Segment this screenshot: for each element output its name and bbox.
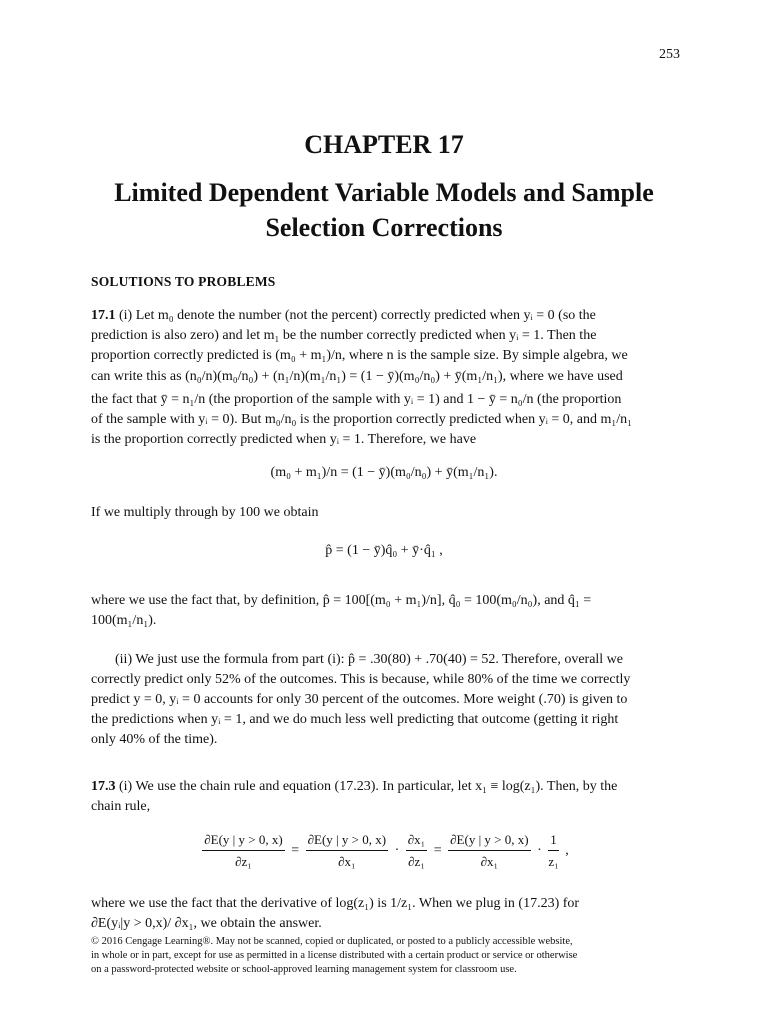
- problem-17-1-paragraph: [91, 306, 681, 450]
- fraction-denominator: z₁: [548, 854, 559, 869]
- fraction-numerator: 1: [548, 832, 559, 851]
- equals-sign: =: [291, 843, 300, 859]
- dot: ·: [394, 843, 400, 859]
- multiply-paragraph: If we multiply through by 100 we obtain: [91, 505, 319, 520]
- fraction-denominator: ∂x₁: [338, 854, 356, 869]
- fraction-denominator: ∂x₁: [480, 854, 499, 869]
- fraction-rhs: [448, 832, 530, 870]
- chapter-title: CHAPTER 17: [304, 130, 464, 159]
- definition-paragraph: [91, 591, 681, 631]
- fraction-numerator: ∂E(y | y > 0, x): [202, 832, 284, 851]
- problem-17-1-line-2: prediction is also zero) and let m₁ be the number correctly predicted when yᵢ = 1. Then the: [91, 328, 597, 343]
- footer-line-1: © 2016 Cengage Learning®. May not be scanned, copied or duplicated, or posted to a publicly accessible website,: [91, 936, 573, 947]
- footer-line-2: in whole or in part, except for use as permitted in a license distributed with a certain product or service or otherwise: [91, 950, 578, 961]
- problem-label: 17.3: [91, 779, 116, 794]
- part-ii-line-1: (ii) We just use the formula from part (i): p̂ = .30(80) + .70(40) = 52. Therefore, overall we: [115, 652, 624, 667]
- dot: ·: [537, 843, 542, 859]
- problem-17-1-line-5: the fact that ȳ = n₁/n (the proportion of the sample with yᵢ = 1) and 1 − ȳ = n₀/n (the proportion: [91, 392, 622, 407]
- equals-sign: =: [433, 843, 442, 859]
- fraction-denominator: ∂z₁: [235, 854, 252, 869]
- problem-17-1-line-1: [91, 306, 681, 326]
- copyright-footer: [91, 935, 691, 977]
- fraction-numerator: ∂x₁: [406, 832, 427, 851]
- problem-17-3-line-2: chain rule,: [91, 799, 151, 814]
- problem-17-1-line-7: is the proportion correctly predicted when yᵢ = 1. Therefore, we have: [91, 432, 477, 447]
- part-ii-line-4: the predictions when yᵢ = 1, and we do much less well predicting that outcome (getting it right: [91, 712, 619, 727]
- problem-17-1-line-4: can write this as (n₀/n)(m₀/n₀) + (n₁/n)(m₁/n₁) = (1 − ȳ)(m₀/n₀) + ȳ(m₁/n₁), where we have used: [91, 369, 623, 384]
- problem-17-3-line-1: [91, 777, 681, 797]
- equation-proportion: (m₀ + m₁)/n = (1 − ȳ)(m₀/n₀) + ȳ(m₁/n₁).: [270, 465, 498, 480]
- equation-p-hat: p̂ = (1 − ȳ)q̂₀ + ȳ·q̂₁ ,: [325, 543, 443, 558]
- problem-label: 17.1: [91, 308, 116, 323]
- part-ii-line-3: predict y = 0, yᵢ = 0 accounts for only 30 percent of the outcomes. More weight (.70) is given to: [91, 692, 628, 707]
- text-line: (i) Let m₀ denote the number (not the percent) correctly predicted when yᵢ = 0 (so the: [115, 308, 596, 323]
- definition-line-1: where we use the fact that, by definition, p̂ = 100[(m₀ + m₁)/n], q̂₀ = 100(m₀/n₀), and q̂₁ =: [91, 593, 592, 608]
- subtitle-line-2: Selection Corrections: [265, 213, 503, 242]
- fraction-last: [548, 832, 559, 870]
- problem-17-1-line-6: of the sample with yᵢ = 0). But m₀/n₀ is the proportion correctly predicted when yᵢ = 0, and m₁/n₁: [91, 412, 633, 427]
- derivative-line-1: where we use the fact that the derivative of log(z₁) is 1/z₁. When we plug in (17.23) for: [91, 896, 580, 911]
- chapter-subtitle: [60, 175, 708, 245]
- fraction-denominator: ∂z₁: [408, 854, 425, 869]
- definition-line-2: 100(m₁/n₁).: [91, 613, 157, 628]
- comma: ,: [565, 843, 569, 859]
- fraction-numerator: ∂E(y | y > 0, x): [306, 832, 388, 851]
- derivative-line-2: ∂E(yᵢ|y > 0,x)/ ∂x₁, we obtain the answer.: [91, 916, 322, 931]
- section-heading: SOLUTIONS TO PROBLEMS: [91, 274, 276, 289]
- fraction-chain: [406, 832, 427, 870]
- fraction-numerator: ∂E(y | y > 0, x): [448, 832, 530, 851]
- footer-line-3: on a password-protected website or school-approved learning management system for classroom use.: [91, 964, 517, 975]
- equation-chain-rule: [0, 832, 768, 870]
- part-ii-paragraph: [91, 650, 681, 750]
- fraction-mid: [306, 832, 388, 870]
- subtitle-line-1: Limited Dependent Variable Models and Sample: [114, 178, 654, 207]
- text-line: (i) We use the chain rule and equation (17.23). In particular, let x₁ ≡ log(z₁). Then, by the: [115, 779, 618, 794]
- fraction-lhs: [202, 832, 284, 870]
- part-ii-line-5: only 40% of the time).: [91, 732, 218, 747]
- derivative-paragraph: [91, 894, 681, 934]
- problem-17-3-paragraph: [91, 777, 681, 817]
- page-number: 253: [659, 47, 680, 62]
- problem-17-1-line-3: proportion correctly predicted is (m₀ + m₁)/n, where n is the sample size. By simple algebra, we: [91, 348, 628, 363]
- part-ii-line-2: correctly predict only 52% of the outcomes. This is because, while 80% of the time we correctly: [91, 672, 631, 687]
